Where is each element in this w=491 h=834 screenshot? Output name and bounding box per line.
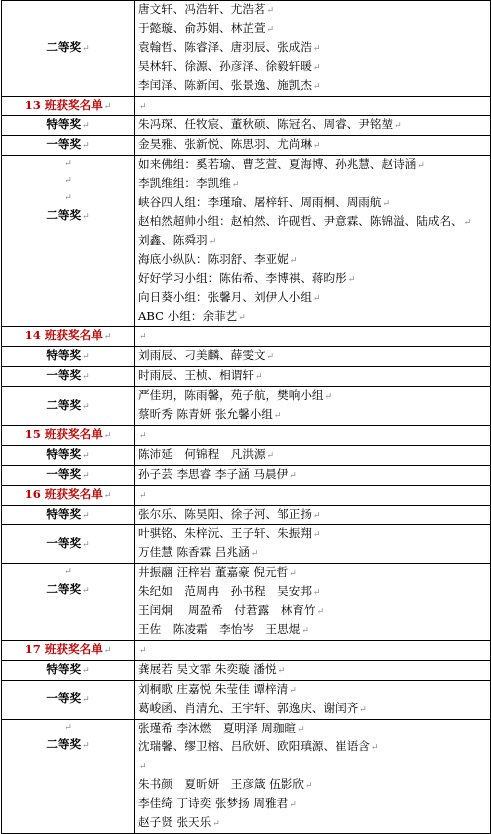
name-text: 刘桐歌 庄嘉悦 朱莹佳 谭梓清 <box>138 681 289 696</box>
paragraph-mark: ↵ <box>64 176 72 187</box>
name-line <box>138 156 487 175</box>
name-line <box>138 681 487 700</box>
award-row <box>2 505 491 525</box>
paragraph-mark: ↵ <box>359 704 367 715</box>
name-line <box>138 795 487 814</box>
paragraph-mark: ↵ <box>250 549 259 560</box>
name-line <box>138 20 487 39</box>
name-text: 李佳绮 丁诗奕 张梦扬 周雅君 <box>138 796 289 811</box>
award-level-label: 二等奖 <box>46 737 82 752</box>
paragraph-mark: ↵ <box>82 211 90 222</box>
name-line <box>138 1 487 20</box>
name-text: 严佳玥，陈雨馨，苑子航，樊响小组 <box>138 388 324 403</box>
award-row <box>2 347 491 367</box>
award-level-label: 特等奖 <box>46 117 82 132</box>
paragraph-mark: ↵ <box>64 159 72 170</box>
paragraph-mark: ↵ <box>82 352 90 363</box>
name-text: 万佳慧 陈香霖 吕兆涵 <box>138 545 250 560</box>
award-level-cell <box>2 719 135 833</box>
name-line <box>138 757 487 776</box>
paragraph-mark: ↵ <box>463 217 472 228</box>
name-line <box>138 77 487 96</box>
class-header-cell <box>2 485 135 505</box>
name-text: 孙子芸 李思睿 李子涵 马晨伊 <box>138 466 289 481</box>
class-header-label: 14 班获奖名单 <box>24 328 103 343</box>
paragraph-mark: ↵ <box>254 372 263 383</box>
paragraph-mark: ↵ <box>266 352 275 363</box>
paragraph-mark: ↵ <box>289 685 297 696</box>
award-row <box>2 136 491 156</box>
name-line <box>138 347 487 366</box>
award-row <box>2 564 491 641</box>
paragraph-mark: ↵ <box>139 645 147 656</box>
paragraph-mark: ↵ <box>82 665 90 676</box>
name-line <box>138 136 487 155</box>
name-text: 如来佛组：奚若瑜、曹芝萱、夏海博、孙兆慧、赵诗涵 <box>138 157 417 172</box>
name-line <box>138 270 487 289</box>
award-level-label: 二等奖 <box>46 39 82 54</box>
paragraph-mark: ↵ <box>312 81 321 92</box>
name-line <box>138 58 487 77</box>
names-cell <box>135 445 491 465</box>
name-line <box>138 308 487 327</box>
name-line <box>138 387 487 406</box>
award-level-label: 一等奖 <box>46 691 82 706</box>
class-header-cell <box>2 425 135 445</box>
name-line <box>138 506 487 525</box>
names-cell <box>135 680 491 719</box>
name-line <box>138 39 487 58</box>
paragraph-mark: ↵ <box>417 161 425 172</box>
award-level-label: 二等奖 <box>46 397 82 412</box>
name-text: 吴林轩、徐源、孙彦泽、徐毅轩暖 <box>138 58 312 73</box>
award-level-cell <box>2 465 135 485</box>
name-line <box>138 426 487 445</box>
paragraph-mark: ↵ <box>139 430 147 441</box>
names-cell <box>135 425 491 445</box>
names-cell <box>135 156 491 327</box>
names-cell <box>135 525 491 564</box>
award-row <box>2 445 491 465</box>
paragraph-mark: ↵ <box>103 490 112 501</box>
name-text: 刘鑫、陈舜羽 <box>138 232 208 247</box>
name-text: 唐文轩、冯浩轩、尤浩茗 <box>138 2 266 16</box>
name-text: 朱纪如 范周冉 孙书程 吴安邦 <box>138 584 312 599</box>
paragraph-mark: ↵ <box>324 392 333 403</box>
name-text: 袁翰哲、陈睿泽、唐羽辰、张成浩 <box>138 39 312 54</box>
name-text: 时雨辰、王桢、相谓轩 <box>138 368 254 383</box>
paragraph-mark: ↵ <box>231 180 240 191</box>
award-level-cell <box>2 445 135 465</box>
name-line <box>138 641 487 660</box>
class-header-row <box>2 425 491 445</box>
paragraph-mark: ↵ <box>82 470 90 481</box>
paragraph-mark: ↵ <box>82 510 90 521</box>
name-text: 龚展若 吴文霏 朱奕璇 潘悦 <box>138 661 277 676</box>
name-text: 金昊雅、张新悦、陈思羽、尤尚琳 <box>138 137 312 152</box>
award-level-cell <box>2 1 135 97</box>
paragraph-mark: ↵ <box>316 607 325 618</box>
name-line <box>138 194 487 213</box>
class-header-label: 16 班获奖名单 <box>24 486 103 501</box>
paragraph-mark: ↵ <box>289 800 297 811</box>
paragraph-mark: ↵ <box>289 569 297 580</box>
name-text: 海底小纵队：陈羽舒、李亚妮 <box>138 251 289 266</box>
names-cell <box>135 564 491 641</box>
name-line <box>138 367 487 386</box>
paragraph-mark: ↵ <box>266 450 275 461</box>
award-table-body <box>2 1 491 834</box>
name-line <box>138 814 487 833</box>
award-level-cell <box>2 156 135 327</box>
award-level-label: 二等奖 <box>46 207 82 222</box>
name-text: 蔡昕秀 陈青妍 张允馨小组 <box>138 407 273 422</box>
class-header-cell <box>2 640 135 660</box>
paragraph-mark: ↵ <box>301 626 309 636</box>
paragraph-mark: ↵ <box>312 530 321 541</box>
name-line <box>138 738 487 757</box>
paragraph-mark: ↵ <box>82 695 90 706</box>
paragraph-mark: ↵ <box>312 588 321 599</box>
paragraph-mark: ↵ <box>289 255 298 266</box>
name-line <box>138 175 487 194</box>
award-level-cell <box>2 525 135 564</box>
name-line <box>138 583 487 602</box>
name-line <box>138 289 487 308</box>
name-line <box>138 564 487 583</box>
paragraph-mark: ↵ <box>64 722 72 733</box>
award-row <box>2 156 491 327</box>
name-line <box>138 720 487 739</box>
name-line <box>138 776 487 795</box>
name-line <box>138 327 487 346</box>
paragraph-mark: ↵ <box>64 567 72 578</box>
names-cell <box>135 465 491 485</box>
award-level-cell <box>2 367 135 387</box>
award-row <box>2 367 491 387</box>
paragraph-mark: ↵ <box>82 586 90 597</box>
paragraph-mark: ↵ <box>273 411 282 422</box>
name-text: 李凯维组：李凯维 <box>138 176 231 191</box>
award-level-label: 特等奖 <box>46 506 82 521</box>
paragraph-mark: ↵ <box>312 141 321 152</box>
name-line <box>138 525 487 544</box>
name-text: 向日葵小组：张馨月、刘伊人小组 <box>138 289 312 304</box>
paragraph-mark: ↵ <box>103 101 112 112</box>
award-row <box>2 525 491 564</box>
name-text: 于懿璇、俞苏娟、林芷萱 <box>138 20 266 35</box>
name-line <box>138 213 487 232</box>
name-text: 张瑾希 李沐燃 夏明泽 周珈暄 <box>138 720 297 735</box>
name-text: ABC 小组：余菲艺 <box>138 308 238 323</box>
name-line <box>138 466 487 485</box>
award-row <box>2 680 491 719</box>
award-level-label: 一等奖 <box>46 137 82 152</box>
names-cell <box>135 1 491 97</box>
names-cell <box>135 660 491 680</box>
names-cell <box>135 387 491 426</box>
paragraph-mark: ↵ <box>212 819 220 830</box>
paragraph-mark: ↵ <box>312 510 321 521</box>
paragraph-mark: ↵ <box>139 762 147 773</box>
award-level-cell <box>2 564 135 641</box>
paragraph-mark: ↵ <box>82 141 90 152</box>
names-cell <box>135 367 491 387</box>
class-header-label: 13 班获奖名单 <box>24 97 103 112</box>
paragraph-mark: ↵ <box>82 121 90 132</box>
award-row <box>2 116 491 136</box>
name-line <box>138 544 487 563</box>
award-level-cell <box>2 680 135 719</box>
paragraph-mark: ↵ <box>266 24 275 35</box>
names-cell <box>135 719 491 833</box>
award-level-cell <box>2 505 135 525</box>
name-line <box>138 700 487 719</box>
award-row <box>2 465 491 485</box>
award-level-label: 一等奖 <box>46 466 82 481</box>
award-level-cell <box>2 347 135 367</box>
name-text: 张尔乐、陈昊阳、徐子河、邹正扬 <box>138 506 312 521</box>
names-cell <box>135 640 491 660</box>
paragraph-mark: ↵ <box>139 490 147 501</box>
name-text: 井振翮 汪梓岩 董嘉豪 倪元哲 <box>138 565 289 580</box>
paragraph-mark: ↵ <box>394 121 402 132</box>
name-text: 赵柏然超帅小组：赵柏然、许砚哲、尹意霖、陈锦溢、陆成名、 <box>138 213 463 228</box>
paragraph-mark: ↵ <box>82 43 90 54</box>
award-level-label: 二等奖 <box>46 582 82 597</box>
name-text: 刘雨辰、刁美麟、薛雯文 <box>138 348 266 363</box>
award-level-label: 特等奖 <box>46 348 82 363</box>
award-level-label: 一等奖 <box>46 368 82 383</box>
paragraph-mark: ↵ <box>82 372 90 383</box>
name-line <box>138 661 487 680</box>
paragraph-mark: ↵ <box>277 665 286 676</box>
paragraph-mark: ↵ <box>297 724 305 735</box>
award-level-cell <box>2 387 135 426</box>
class-header-row <box>2 327 491 347</box>
award-level-cell <box>2 136 135 156</box>
paragraph-mark: ↵ <box>82 539 90 550</box>
paragraph-mark: ↵ <box>347 274 356 285</box>
name-text: 好好学习小组：陈佑希、李博祺、蒋昀彤 <box>138 270 347 285</box>
paragraph-mark: ↵ <box>103 332 112 343</box>
name-text: 沈瑞馨、缪卫榕、吕欣妍、欧阳瑱源、崔语含 <box>138 739 370 754</box>
class-header-row <box>2 640 491 660</box>
name-line <box>138 446 487 465</box>
name-line <box>138 97 487 116</box>
paragraph-mark: ↵ <box>312 293 321 304</box>
names-cell <box>135 485 491 505</box>
paragraph-mark: ↵ <box>382 199 391 210</box>
award-row <box>2 719 491 833</box>
paragraph-mark: ↵ <box>208 236 217 247</box>
paragraph-mark: ↵ <box>139 332 147 343</box>
class-header-label: 15 班获奖名单 <box>24 426 103 441</box>
class-header-row <box>2 485 491 505</box>
award-table <box>1 0 491 834</box>
names-cell <box>135 116 491 136</box>
names-cell <box>135 347 491 367</box>
award-level-cell <box>2 116 135 136</box>
paragraph-mark: ↵ <box>370 743 379 754</box>
name-text: 朱书颜 夏昕妍 王彦箴 伍影欣 <box>138 777 304 792</box>
name-text: 李闰泽、陈新闰、张景逸、施凯杰 <box>138 77 312 92</box>
name-line <box>138 232 487 251</box>
class-header-label: 17 班获奖名单 <box>24 641 103 656</box>
names-cell <box>135 505 491 525</box>
name-text: 赵子贤 张天乐 <box>138 815 212 830</box>
names-cell <box>135 136 491 156</box>
paragraph-mark: ↵ <box>103 645 112 656</box>
paragraph-mark: ↵ <box>238 312 246 323</box>
paragraph-mark: ↵ <box>266 6 275 16</box>
paragraph-mark: ↵ <box>64 193 72 204</box>
name-text: 王佐 陈凌霜 李怡岑 王思焜 <box>138 622 301 636</box>
award-level-label: 特等奖 <box>46 661 82 676</box>
name-text: 葛峻函、肖清允、王宇轩、郭逸庆、谢闰齐 <box>138 700 359 715</box>
award-level-label: 一等奖 <box>46 535 82 550</box>
class-header-cell <box>2 327 135 347</box>
name-line <box>138 621 487 640</box>
paragraph-mark: ↵ <box>82 401 90 412</box>
paragraph-mark: ↵ <box>103 430 112 441</box>
award-row <box>2 660 491 680</box>
name-line <box>138 116 487 135</box>
names-cell <box>135 96 491 116</box>
award-row <box>2 1 491 97</box>
class-header-row <box>2 96 491 116</box>
paragraph-mark: ↵ <box>139 101 147 112</box>
name-line <box>138 486 487 505</box>
name-text: 陈沛延 何锦程 凡洪源 <box>138 446 266 461</box>
award-level-cell <box>2 660 135 680</box>
name-line <box>138 602 487 621</box>
award-level-label: 特等奖 <box>46 446 82 461</box>
paragraph-mark: ↵ <box>82 450 90 461</box>
names-cell <box>135 327 491 347</box>
paragraph-mark: ↵ <box>312 43 321 54</box>
paragraph-mark: ↵ <box>289 470 297 481</box>
name-text: 朱冯琛、任牧宸、董秋硕、陈冠名、周睿、尹铭堃 <box>138 117 394 132</box>
paragraph-mark: ↵ <box>82 741 90 752</box>
name-text: 王闰炯 周盈希 付莙露 林育竹 <box>138 603 316 618</box>
name-line <box>138 406 487 425</box>
name-line <box>138 251 487 270</box>
paragraph-mark: ↵ <box>305 781 313 792</box>
name-text: 峡谷四人组：李瑾瑜、屠梓轩、周雨桐、周雨航 <box>138 195 382 210</box>
paragraph-mark: ↵ <box>312 62 321 73</box>
class-header-cell <box>2 96 135 116</box>
name-text: 叶骐铭、朱梓沅、王子轩、朱振翔 <box>138 526 312 541</box>
award-row <box>2 387 491 426</box>
